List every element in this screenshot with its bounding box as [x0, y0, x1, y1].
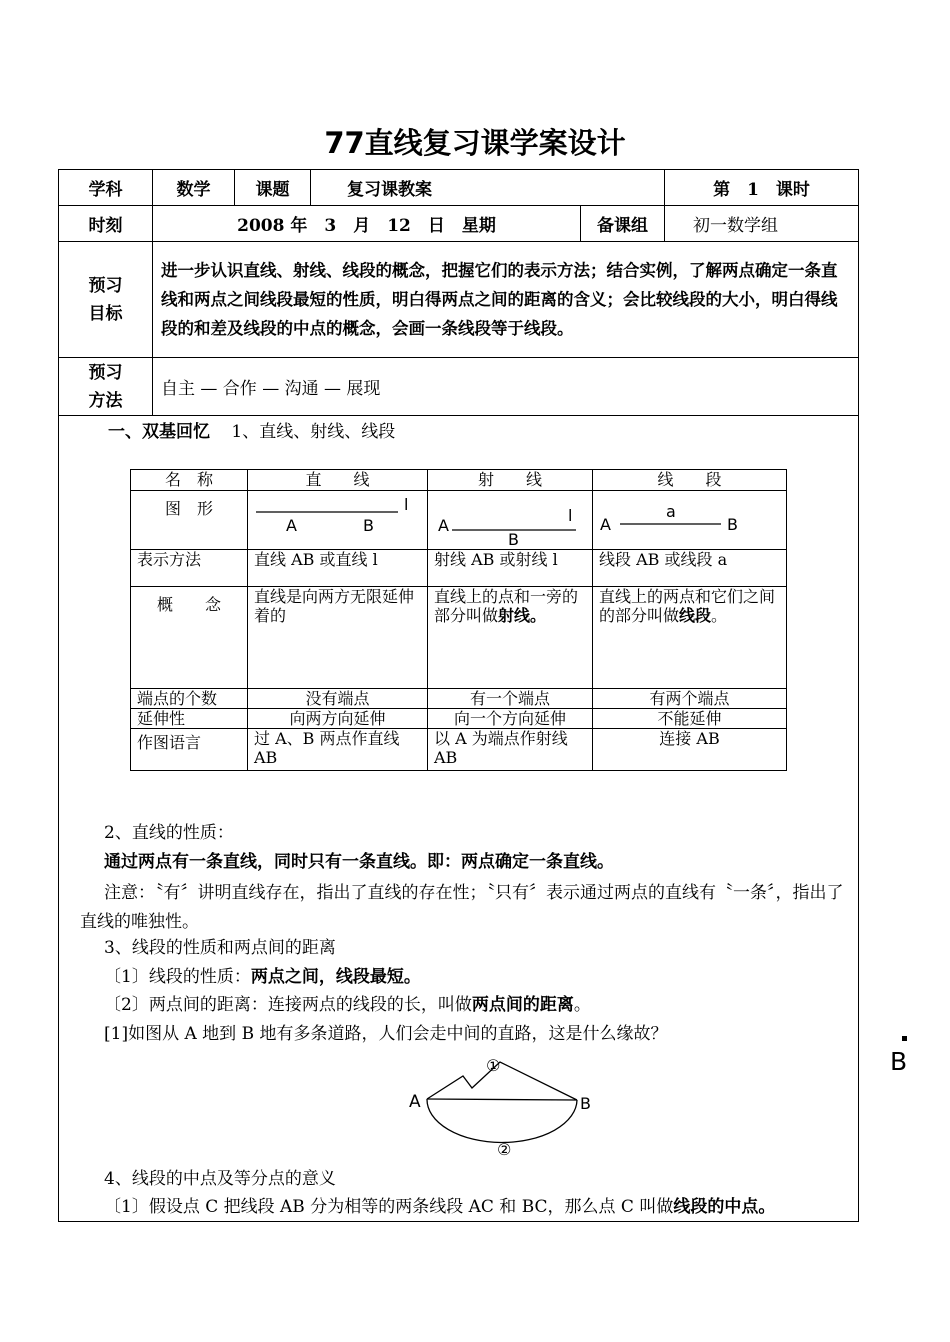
- line-label-l: l: [404, 495, 409, 514]
- row-label-concept: 概 念: [131, 587, 248, 689]
- col-header-line: 直 线: [248, 470, 428, 491]
- concept-ray: [428, 587, 593, 689]
- ray-label-b: B: [508, 530, 519, 545]
- col-header-name: 名 称: [131, 470, 248, 491]
- p2-note: 注意：〝有〞讲明直线存在，指出了直线的存在性；〝只有〞表示通过两点的直线有〝一条〞，指出了直线的唯独性。: [80, 883, 844, 932]
- p2-rule: 通过两点有一条直线，同时只有一条直线。即：两点确定一条直线。: [104, 852, 614, 872]
- road-label-b: B: [580, 1094, 591, 1113]
- extension-ray: 向一个方向延伸: [428, 709, 593, 729]
- p3-item2-end: 。: [573, 995, 591, 1015]
- segment-label-small-a: a: [666, 502, 676, 521]
- notation-segment: 线段 AB 或线段 a: [593, 550, 787, 587]
- page-title: 77直线复习课学案设计: [324, 126, 626, 160]
- ray-label-l: l: [568, 506, 573, 525]
- subject-label: 学科: [59, 170, 153, 206]
- section1-heading: 一、双基回忆: [108, 422, 210, 442]
- figure-segment: [593, 491, 787, 550]
- group-value: 初一数学组: [665, 206, 859, 242]
- topic-value: 复习课教案: [311, 170, 665, 206]
- p3-title: 3、线段的性质和两点间的距离: [104, 938, 336, 958]
- concept-ray-term: 射线: [498, 606, 531, 625]
- road-straight: [427, 1099, 577, 1100]
- p3-item1-text: 〔1〕线段的性质：: [104, 967, 251, 987]
- extension-segment: 不能延伸: [593, 709, 787, 729]
- figure-line: [248, 491, 428, 550]
- margin-letter-b: B: [890, 1047, 908, 1076]
- road-label-2: ②: [497, 1140, 512, 1159]
- p4-title: 4、线段的中点及等分点的意义: [104, 1169, 336, 1189]
- group-label: 备课组: [581, 206, 665, 242]
- section1-line: [108, 421, 395, 443]
- row-label-construction: 作图语言: [131, 729, 248, 771]
- row-label-figure: 图 形: [131, 491, 248, 550]
- concept-ray-end: 。: [530, 606, 547, 625]
- p4-item1-bold: 线段的中点。: [673, 1197, 776, 1217]
- goal-text: 进一步认识直线、射线、线段的概念，把握它们的表示方法；结合实例，了解两点确定一条直线和两点之间线段最短的性质，明白得两点之间的距离的含义；会比较线段的大小，明白得线段的和差及线段的中点的概念，会画一条线段等于线段。: [153, 242, 859, 358]
- concept-segment-term: 线段: [679, 606, 712, 625]
- construction-segment: 连接 AB: [593, 729, 787, 771]
- row-label-extension: 延伸性: [131, 709, 248, 729]
- section1-sub: 1、直线、射线、线段: [231, 422, 396, 442]
- construction-line: 过 A、B 两点作直线 AB: [248, 729, 428, 771]
- p4-item1: [104, 1196, 775, 1218]
- concept-segment: [593, 587, 787, 689]
- notation-ray: 射线 AB 或射线 l: [428, 550, 593, 587]
- line-label-b: B: [363, 516, 374, 535]
- method-label: 预习方法: [59, 358, 153, 416]
- period: 第 1 课时: [665, 170, 859, 206]
- row-label-notation: 表示方法: [131, 550, 248, 587]
- header-table: [58, 169, 859, 416]
- time-label: 时刻: [59, 206, 153, 242]
- road-label-1: ①: [486, 1056, 501, 1075]
- date: 2008 年 3 月 12 日 星期: [153, 206, 581, 242]
- topic-label: 课题: [235, 170, 311, 206]
- line-label-a: A: [286, 516, 297, 535]
- ray-label-a: A: [438, 516, 449, 535]
- col-header-segment: 线 段: [593, 470, 787, 491]
- endpoints-ray: 有一个端点: [428, 689, 593, 709]
- segment-label-b: B: [727, 515, 738, 534]
- method-text: 自主 — 合作 — 沟通 — 展现: [153, 358, 859, 416]
- p3-item2-text: 〔2〕两点间的距离：连接两点的线段的长，叫做: [104, 995, 472, 1015]
- concept-segment-text: 直线上的两点和它们之间的部分叫做: [599, 587, 776, 625]
- p3-item2: [104, 994, 591, 1016]
- notation-line: 直线 AB 或直线 l: [248, 550, 428, 587]
- p4-item1-text: 〔1〕假设点 C 把线段 AB 分为相等的两条线段 AC 和 BC，那么点 C 叫做: [104, 1197, 674, 1217]
- p3-item1-bold: 两点之间，线段最短。: [250, 967, 421, 987]
- segment-label-a: A: [600, 515, 611, 534]
- subject-value: 数学: [153, 170, 235, 206]
- p3-item1: [104, 966, 421, 988]
- construction-ray: 以 A 为端点作射线 AB: [428, 729, 593, 771]
- figure-ray: [428, 491, 593, 550]
- endpoints-line: 没有端点: [248, 689, 428, 709]
- margin-dot: [902, 1036, 907, 1041]
- concept-ray-text: 直线上的点和一旁的部分叫做: [434, 587, 579, 625]
- col-header-ray: 射 线: [428, 470, 593, 491]
- road-label-a: A: [409, 1092, 421, 1112]
- row-label-endpoints: 端点的个数: [131, 689, 248, 709]
- comparison-table: [130, 469, 787, 771]
- endpoints-segment: 有两个端点: [593, 689, 787, 709]
- extension-line: 向两方向延伸: [248, 709, 428, 729]
- p3-question: [1]如图从 A 地到 B 地有多条道路，人们会走中间的直路，这是什么缘故？: [104, 1024, 668, 1044]
- concept-segment-end: 。: [711, 606, 728, 625]
- segment-figure: [593, 491, 787, 545]
- goal-label: 预习目标: [59, 242, 153, 358]
- p2-title: 2、直线的性质：: [104, 823, 234, 843]
- p3-item2-bold: 两点间的距离: [471, 995, 574, 1015]
- ray-figure: [428, 491, 593, 545]
- road-figure: [400, 1050, 610, 1165]
- line-figure: [248, 491, 428, 545]
- road-path-1: [427, 1062, 577, 1100]
- road-path-2: [427, 1099, 577, 1143]
- concept-line: 直线是向两方无限延伸着的: [248, 587, 428, 689]
